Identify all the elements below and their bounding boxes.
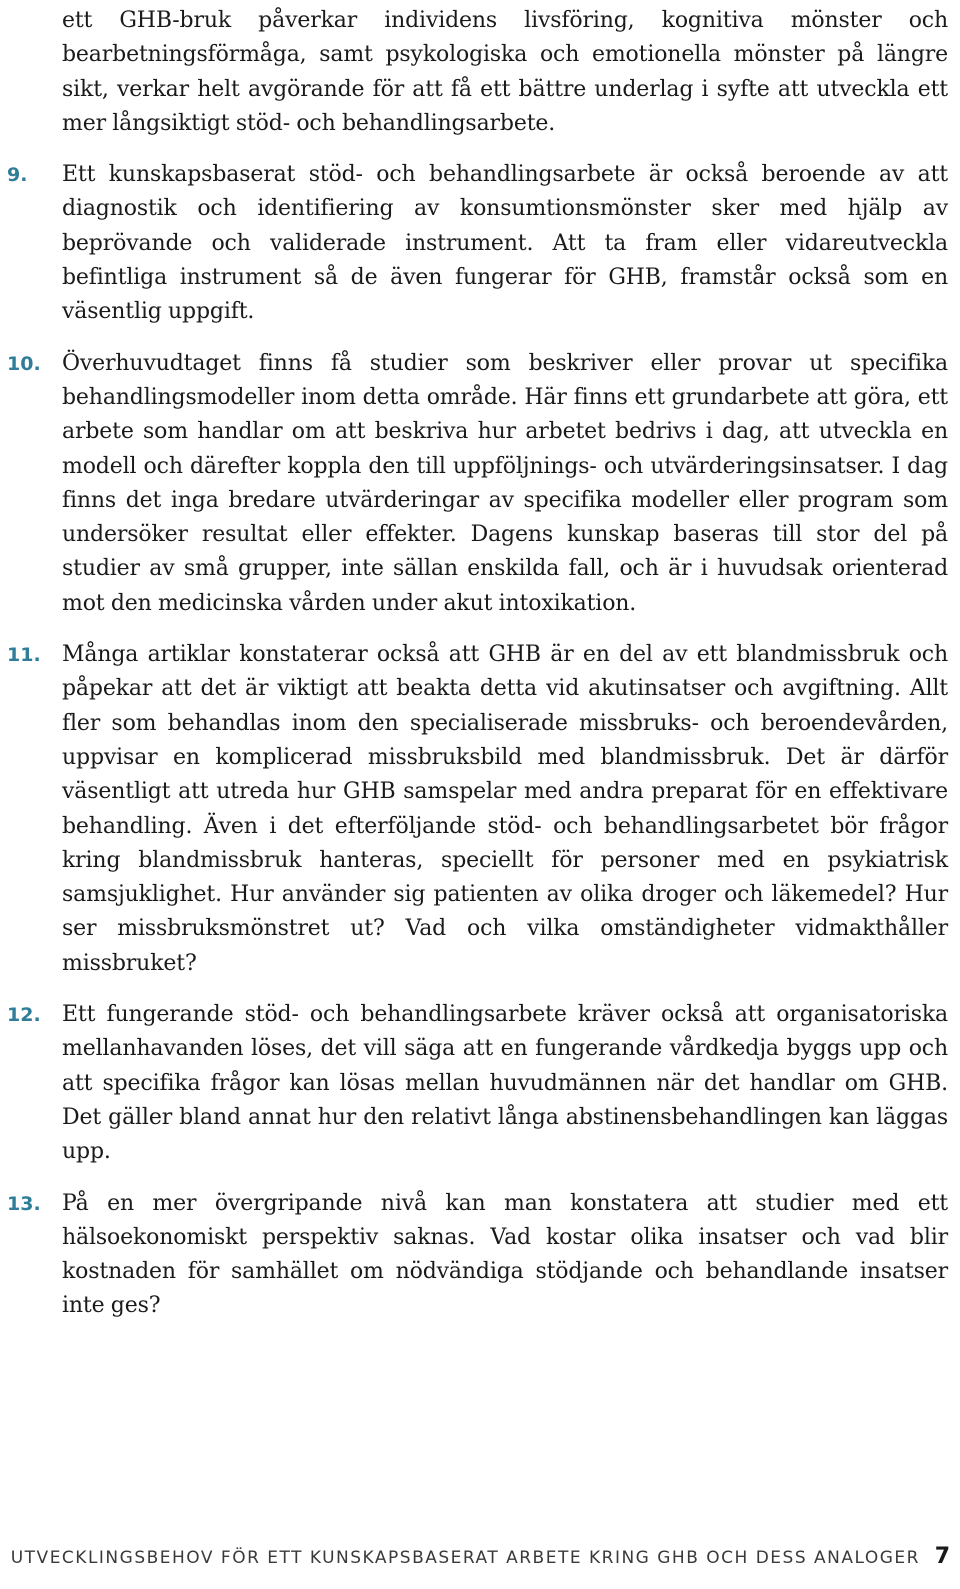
list-item-10	[7, 347, 948, 621]
item-text: Ett fungerande stöd- och behandlingsarbete kräver också att organisatoriska mellanhavanden löses, det vill säga att en fungerande vårdkedja byggs upp och att specifika frågor kan lösas mellan huvudmännen när det handlar om GHB. Det gäller bland annat hur den relativt långa abstinensbehandlingen kan läggas upp.	[62, 1002, 948, 1165]
item-text: Överhuvudtaget finns få studier som beskriver eller provar ut specifika behandlingsmodeller inom detta område. Här finns ett grundarbete att göra, ett arbete som handlar om att beskriva hur arbetet bedrivs i dag, att utveckla en modell och därefter koppla den till uppföljnings- och utvärderingsinsatser. I dag finns det inga bredare utvärderingar av specifika modeller eller program som undersöker resultat eller effekter. Dagens kunskap baseras till stor del på studier av små grupper, inte sällan enskilda fall, och är i huvudsak orienterad mot den medicinska vården under akut intoxikation.	[62, 350, 948, 616]
page-footer	[0, 1544, 960, 1574]
item-text: På en mer övergripande nivå kan man konstatera att studier med ett hälsoekonomiskt perspektiv saknas. Vad kostar olika insatser och vad blir kostnaden för samhället om nödvändiga stödjande och behandlande insatser inte ges?	[62, 1190, 948, 1319]
list-item-12	[7, 998, 948, 1169]
item-text: Många artiklar konstaterar också att GHB är en del av ett blandmissbruk och påpekar att det är viktigt att beakta detta vid akutinsatser och avgiftning. Allt fler som behandlas inom den specialiserade missbruks- och beroendevården, uppvisar en komplicerad missbruksbild med blandmissbruk. Det är därför väsentligt att utreda hur GHB samspelar med andra preparat för en effektivare behandling. Även i det efterföljande stöd- och behandlingsarbetet bör frågor kring blandmissbruk hanteras, speciellt för personer med en psykiatrisk samsjuklighet. Hur använder sig patienten av olika droger och läkemedel? Hur ser missbruksmönstret ut? Vad och vilka omständigheter vidmakthåller missbruket?	[62, 642, 948, 976]
list-item-9	[7, 158, 948, 329]
list-item-11	[7, 638, 948, 981]
item-number: 12.	[7, 1004, 41, 1027]
continuation-paragraph: ett GHB-bruk påverkar individens livsföring, kognitiva mönster och bearbetningsförmåga, samt psykologiska och emotionella mönster på längre sikt, verkar helt avgörande för att få ett bättre underlag i syfte att utveckla ett mer långsiktigt stöd- och behandlingsarbete.	[62, 8, 948, 136]
item-text: Ett kunskapsbaserat stöd- och behandlingsarbete är också beroende av att diagnostik och identifiering av konsumtionsmönster sker med hjälp av beprövande och validerade instrument. Att ta fram eller vidareutveckla befintliga instrument så de även fungerar för GHB, framstår också som en väsentlig uppgift.	[62, 162, 948, 325]
item-number: 13.	[7, 1192, 41, 1215]
page-body	[7, 4, 948, 1324]
item-number: 11.	[7, 644, 41, 667]
page-number: 7	[934, 1544, 950, 1569]
item-number: 10.	[7, 352, 41, 375]
running-title: UTVECKLINGSBEHOV FÖR ETT KUNSKAPSBASERAT ARBETE KRING GHB OCH DESS ANALOGER	[10, 1548, 920, 1568]
item-number: 9.	[7, 164, 28, 187]
list-item-13	[7, 1187, 948, 1324]
